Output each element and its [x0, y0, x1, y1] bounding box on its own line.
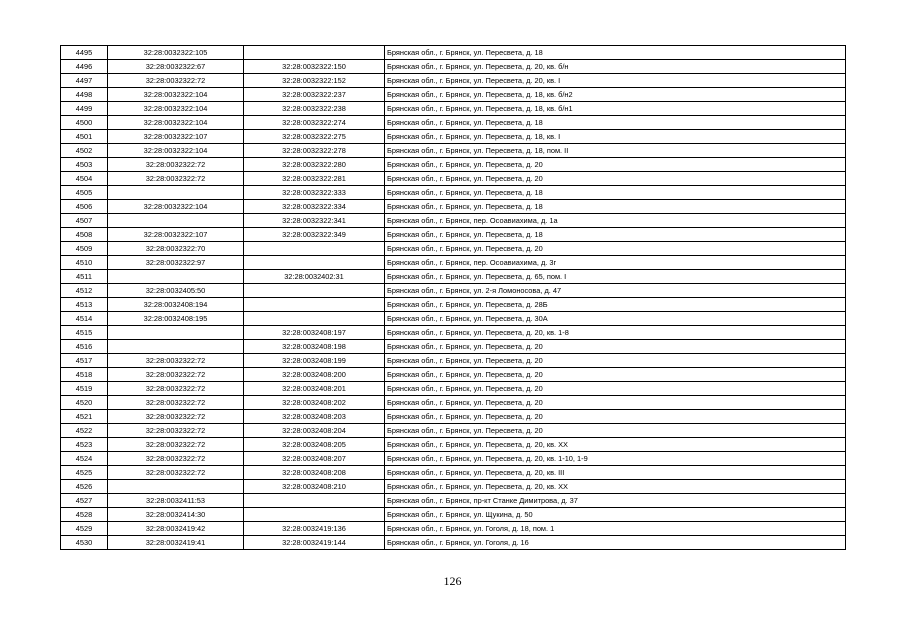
building-number-cell [244, 256, 385, 270]
building-number-cell: 32:28:0032419:136 [244, 522, 385, 536]
building-number-cell: 32:28:0032322:152 [244, 74, 385, 88]
table-row [61, 326, 846, 340]
address-cell: Брянская обл., г. Брянск, ул. Пересвета, д. 20 [385, 340, 846, 354]
address-cell: Брянская обл., г. Брянск, ул. Пересвета, д. 20 [385, 396, 846, 410]
table-row [61, 354, 846, 368]
row-number-cell: 4507 [61, 214, 108, 228]
row-number-cell: 4512 [61, 284, 108, 298]
table-row [61, 116, 846, 130]
table-row [61, 60, 846, 74]
building-number-cell [244, 46, 385, 60]
row-number-cell: 4503 [61, 158, 108, 172]
parcel-number-cell: 32:28:0032322:70 [108, 242, 244, 256]
building-number-cell [244, 508, 385, 522]
row-number-cell: 4496 [61, 60, 108, 74]
building-number-cell: 32:28:0032322:349 [244, 228, 385, 242]
address-cell: Брянская обл., г. Брянск, ул. Пересвета, д. 20 [385, 424, 846, 438]
parcel-number-cell: 32:28:0032322:67 [108, 60, 244, 74]
building-number-cell: 32:28:0032408:210 [244, 480, 385, 494]
building-number-cell: 32:28:0032322:274 [244, 116, 385, 130]
address-cell: Брянская обл., г. Брянск, ул. Пересвета, д. 20, кв. I [385, 74, 846, 88]
parcel-number-cell: 32:28:0032322:104 [108, 200, 244, 214]
address-cell: Брянская обл., г. Брянск, ул. Пересвета, д. 65, пом. I [385, 270, 846, 284]
table-row [61, 102, 846, 116]
table-row [61, 382, 846, 396]
row-number-cell: 4527 [61, 494, 108, 508]
address-cell: Брянская обл., г. Брянск, пр-кт Станке Димитрова, д. 37 [385, 494, 846, 508]
table-row [61, 452, 846, 466]
address-cell: Брянская обл., г. Брянск, ул. Пересвета, д. 30А [385, 312, 846, 326]
building-number-cell: 32:28:0032408:197 [244, 326, 385, 340]
parcel-number-cell: 32:28:0032322:105 [108, 46, 244, 60]
row-number-cell: 4516 [61, 340, 108, 354]
table-row [61, 298, 846, 312]
table-body [61, 46, 846, 550]
address-cell: Брянская обл., г. Брянск, ул. Пересвета, д. 20, кв. 1-8 [385, 326, 846, 340]
parcel-number-cell: 32:28:0032322:72 [108, 452, 244, 466]
table-row [61, 270, 846, 284]
table-row [61, 88, 846, 102]
parcel-number-cell: 32:28:0032419:42 [108, 522, 244, 536]
table-row [61, 424, 846, 438]
table-row [61, 522, 846, 536]
row-number-cell: 4524 [61, 452, 108, 466]
building-number-cell: 32:28:0032322:238 [244, 102, 385, 116]
table-row [61, 144, 846, 158]
address-cell: Брянская обл., г. Брянск, ул. Пересвета, д. 20 [385, 368, 846, 382]
parcel-number-cell: 32:28:0032322:72 [108, 74, 244, 88]
building-number-cell: 32:28:0032322:237 [244, 88, 385, 102]
parcel-number-cell: 32:28:0032408:194 [108, 298, 244, 312]
parcel-number-cell: 32:28:0032322:104 [108, 144, 244, 158]
parcel-number-cell: 32:28:0032405:50 [108, 284, 244, 298]
table-row [61, 508, 846, 522]
address-cell: Брянская обл., г. Брянск, ул. Пересвета, д. 28Б [385, 298, 846, 312]
address-cell: Брянская обл., г. Брянск, ул. Пересвета, д. 18, пом. II [385, 144, 846, 158]
building-number-cell: 32:28:0032408:200 [244, 368, 385, 382]
table-row [61, 340, 846, 354]
parcel-number-cell: 32:28:0032322:104 [108, 116, 244, 130]
parcel-number-cell [108, 270, 244, 284]
parcel-number-cell: 32:28:0032322:72 [108, 424, 244, 438]
row-number-cell: 4530 [61, 536, 108, 550]
row-number-cell: 4519 [61, 382, 108, 396]
cadastral-table [60, 45, 846, 550]
row-number-cell: 4518 [61, 368, 108, 382]
address-cell: Брянская обл., г. Брянск, ул. Пересвета, д. 20 [385, 242, 846, 256]
table-row [61, 396, 846, 410]
building-number-cell: 32:28:0032408:202 [244, 396, 385, 410]
table-row [61, 228, 846, 242]
address-cell: Брянская обл., г. Брянск, ул. Пересвета, д. 20, кв. 1-10, 1-9 [385, 452, 846, 466]
table-row [61, 242, 846, 256]
row-number-cell: 4513 [61, 298, 108, 312]
building-number-cell: 32:28:0032322:278 [244, 144, 385, 158]
address-cell: Брянская обл., г. Брянск, ул. Гоголя, д. 18, пом. 1 [385, 522, 846, 536]
building-number-cell: 32:28:0032408:203 [244, 410, 385, 424]
row-number-cell: 4498 [61, 88, 108, 102]
parcel-number-cell: 32:28:0032322:72 [108, 354, 244, 368]
building-number-cell: 32:28:0032322:333 [244, 186, 385, 200]
building-number-cell [244, 494, 385, 508]
row-number-cell: 4526 [61, 480, 108, 494]
parcel-number-cell: 32:28:0032411:53 [108, 494, 244, 508]
address-cell: Брянская обл., г. Брянск, ул. Пересвета, д. 18 [385, 186, 846, 200]
address-cell: Брянская обл., г. Брянск, ул. Пересвета, д. 18, кв. I [385, 130, 846, 144]
address-cell: Брянская обл., г. Брянск, ул. Пересвета, д. 20 [385, 158, 846, 172]
address-cell: Брянская обл., г. Брянск, ул. Пересвета, д. 18, кв. б/н1 [385, 102, 846, 116]
building-number-cell: 32:28:0032322:150 [244, 60, 385, 74]
table-row [61, 256, 846, 270]
address-cell: Брянская обл., г. Брянск, ул. Пересвета, д. 20, кв. III [385, 466, 846, 480]
address-cell: Брянская обл., г. Брянск, ул. Пересвета, д. 20, кв. XX [385, 438, 846, 452]
parcel-number-cell: 32:28:0032322:72 [108, 396, 244, 410]
parcel-number-cell: 32:28:0032322:107 [108, 130, 244, 144]
building-number-cell [244, 298, 385, 312]
building-number-cell: 32:28:0032322:281 [244, 172, 385, 186]
row-number-cell: 4501 [61, 130, 108, 144]
row-number-cell: 4509 [61, 242, 108, 256]
row-number-cell: 4510 [61, 256, 108, 270]
parcel-number-cell: 32:28:0032414:30 [108, 508, 244, 522]
table-row [61, 284, 846, 298]
row-number-cell: 4522 [61, 424, 108, 438]
building-number-cell: 32:28:0032322:275 [244, 130, 385, 144]
table-row [61, 74, 846, 88]
row-number-cell: 4505 [61, 186, 108, 200]
building-number-cell: 32:28:0032322:341 [244, 214, 385, 228]
row-number-cell: 4517 [61, 354, 108, 368]
parcel-number-cell [108, 340, 244, 354]
address-cell: Брянская обл., г. Брянск, ул. Пересвета, д. 20 [385, 354, 846, 368]
address-cell: Брянская обл., г. Брянск, ул. Пересвета, д. 20 [385, 382, 846, 396]
parcel-number-cell: 32:28:0032322:72 [108, 158, 244, 172]
parcel-number-cell [108, 186, 244, 200]
address-cell: Брянская обл., г. Брянск, ул. Пересвета, д. 20, кв. XX [385, 480, 846, 494]
table-row [61, 536, 846, 550]
row-number-cell: 4500 [61, 116, 108, 130]
parcel-number-cell: 32:28:0032322:104 [108, 102, 244, 116]
table-row [61, 130, 846, 144]
address-cell: Брянская обл., г. Брянск, ул. Пересвета, д. 18, кв. б/н2 [385, 88, 846, 102]
building-number-cell: 32:28:0032402:31 [244, 270, 385, 284]
table-row [61, 172, 846, 186]
row-number-cell: 4529 [61, 522, 108, 536]
address-cell: Брянская обл., г. Брянск, ул. Пересвета, д. 20, кв. б/н [385, 60, 846, 74]
address-cell: Брянская обл., г. Брянск, ул. Щукина, д. 50 [385, 508, 846, 522]
building-number-cell: 32:28:0032408:199 [244, 354, 385, 368]
building-number-cell [244, 242, 385, 256]
row-number-cell: 4520 [61, 396, 108, 410]
parcel-number-cell: 32:28:0032322:72 [108, 466, 244, 480]
address-cell: Брянская обл., г. Брянск, ул. Пересвета, д. 20 [385, 410, 846, 424]
row-number-cell: 4514 [61, 312, 108, 326]
address-cell: Брянская обл., г. Брянск, ул. Пересвета, д. 18 [385, 116, 846, 130]
address-cell: Брянская обл., г. Брянск, ул. Пересвета, д. 18 [385, 228, 846, 242]
building-number-cell: 32:28:0032408:201 [244, 382, 385, 396]
address-cell: Брянская обл., г. Брянск, ул. Пересвета, д. 18 [385, 46, 846, 60]
page-number: 126 [443, 574, 462, 588]
parcel-number-cell [108, 480, 244, 494]
row-number-cell: 4523 [61, 438, 108, 452]
table-row [61, 46, 846, 60]
building-number-cell: 32:28:0032408:207 [244, 452, 385, 466]
address-cell: Брянская обл., г. Брянск, ул. Пересвета, д. 18 [385, 200, 846, 214]
address-cell: Брянская обл., г. Брянск, ул. Гоголя, д. 16 [385, 536, 846, 550]
address-cell: Брянская обл., г. Брянск, пер. Осоавиахима, д. 1а [385, 214, 846, 228]
building-number-cell: 32:28:0032322:334 [244, 200, 385, 214]
building-number-cell: 32:28:0032408:205 [244, 438, 385, 452]
table-row [61, 186, 846, 200]
parcel-number-cell: 32:28:0032322:97 [108, 256, 244, 270]
parcel-number-cell: 32:28:0032322:72 [108, 172, 244, 186]
address-cell: Брянская обл., г. Брянск, пер. Осоавиахима, д. 3г [385, 256, 846, 270]
parcel-number-cell [108, 214, 244, 228]
row-number-cell: 4508 [61, 228, 108, 242]
parcel-number-cell: 32:28:0032322:107 [108, 228, 244, 242]
building-number-cell: 32:28:0032408:208 [244, 466, 385, 480]
table-row [61, 494, 846, 508]
parcel-number-cell: 32:28:0032322:72 [108, 438, 244, 452]
parcel-number-cell: 32:28:0032408:195 [108, 312, 244, 326]
table-row [61, 214, 846, 228]
row-number-cell: 4502 [61, 144, 108, 158]
table-row [61, 480, 846, 494]
address-cell: Брянская обл., г. Брянск, ул. Пересвета, д. 20 [385, 172, 846, 186]
table-row [61, 158, 846, 172]
building-number-cell: 32:28:0032408:204 [244, 424, 385, 438]
building-number-cell: 32:28:0032419:144 [244, 536, 385, 550]
building-number-cell [244, 284, 385, 298]
parcel-number-cell: 32:28:0032419:41 [108, 536, 244, 550]
row-number-cell: 4511 [61, 270, 108, 284]
table-row [61, 368, 846, 382]
table-row [61, 438, 846, 452]
parcel-number-cell: 32:28:0032322:72 [108, 368, 244, 382]
table-row [61, 466, 846, 480]
parcel-number-cell: 32:28:0032322:104 [108, 88, 244, 102]
building-number-cell: 32:28:0032408:198 [244, 340, 385, 354]
address-cell: Брянская обл., г. Брянск, ул. 2-я Ломоносова, д. 47 [385, 284, 846, 298]
table-row [61, 410, 846, 424]
parcel-number-cell [108, 326, 244, 340]
row-number-cell: 4504 [61, 172, 108, 186]
row-number-cell: 4525 [61, 466, 108, 480]
row-number-cell: 4497 [61, 74, 108, 88]
building-number-cell: 32:28:0032322:280 [244, 158, 385, 172]
table-row [61, 312, 846, 326]
parcel-number-cell: 32:28:0032322:72 [108, 410, 244, 424]
row-number-cell: 4499 [61, 102, 108, 116]
row-number-cell: 4506 [61, 200, 108, 214]
row-number-cell: 4515 [61, 326, 108, 340]
row-number-cell: 4495 [61, 46, 108, 60]
table-row [61, 200, 846, 214]
parcel-number-cell: 32:28:0032322:72 [108, 382, 244, 396]
row-number-cell: 4521 [61, 410, 108, 424]
row-number-cell: 4528 [61, 508, 108, 522]
building-number-cell [244, 312, 385, 326]
